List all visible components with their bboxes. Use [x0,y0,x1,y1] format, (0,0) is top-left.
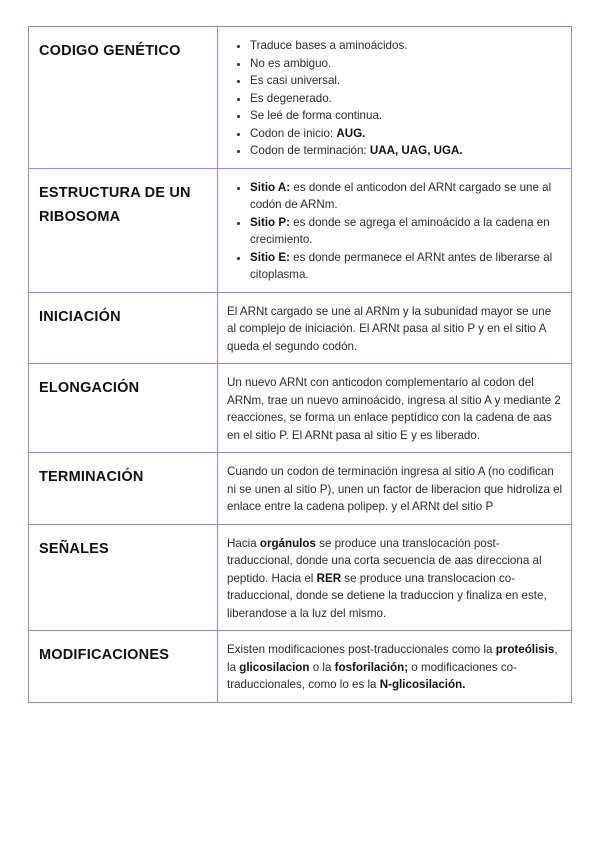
paragraph: El ARNt cargado se une al ARNm y la subunidad mayor se une al complejo de iniciación. El ARNt pasa al sitio P y en el sitio A queda el segundo codón. [227,304,552,353]
term-cell: TERMINACIÓN [29,453,218,525]
table-row [29,364,572,453]
list-item: • Es casi universal. [250,72,563,90]
list-item: • Es degenerado. [250,90,563,108]
item-bold: UAA, UAG, UGA. [369,144,463,157]
text-segment: o modificaciones co-traduccionales, como lo es la [227,660,517,691]
text-segment: se produce una translocacion co-traduccional, donde se detiene la traduccion y finaliza en este, liberandose a la luz del mismo. [227,571,547,620]
bold-segment: proteólisis [495,643,555,656]
term-cell: INICIACIÓN [29,292,218,364]
description-cell [218,292,572,364]
list-item [250,179,563,214]
paragraph [227,535,563,623]
list-item: • Se leé de forma continua. [250,107,563,125]
paragraph: Cuando un codon de terminación ingresa al sitio A (no codifican ni se unen al sitio P), unen un factor de liberacion que hidroliza el enlace entre la cadena polipep. y el ARNt del sitio P [227,465,563,513]
table-row [29,168,572,292]
list-item [250,249,563,284]
text-segment: Hacia [227,536,260,550]
table-row [29,524,572,631]
table-row [29,453,572,525]
text-segment: o la [309,660,335,674]
text-segment: Existen modificaciones post-traduccionales como la [227,643,496,656]
item-text: Codon de terminación: [250,144,370,157]
term-cell: ELONGACIÓN [29,364,218,453]
description-cell [218,453,572,525]
list-item [250,125,563,143]
term-cell: CODIGO GENÉTICO [29,27,218,169]
description-cell [218,168,572,292]
bold-segment: fosforilación; [334,660,409,674]
description-cell [218,27,572,169]
bold-segment: orgánulos [259,536,316,550]
item-text: es donde el anticodon del ARNt cargado se une al codón de ARNm. [250,180,552,211]
text-segment: se produce una translocación post-traduccional, donde una corta secuencia de aas direcciona al peptido. Hacia el [227,536,542,585]
text-segment: , la [227,643,558,674]
bold-segment: glicosilacion [239,660,310,674]
item-text: es donde se agrega el aminoácido a la cadena en crecimiento. [250,215,550,246]
notes-table [28,26,572,703]
paragraph: Un nuevo ARNt con anticodon complementario al codon del ARNm, trae un nuevo aminoácido, ingresa al sitio A y mediante 2 reacciones, se forma un enlace peptídico con la cadena de aas en el sitio P. El ARNt pasa al sitio E y es liberado. [227,376,561,442]
table-row [29,292,572,364]
term-cell: ESTRUCTURA DE UN RIBOSOMA [29,168,218,292]
term-cell: SEÑALES [29,524,218,631]
description-cell [218,631,572,703]
bullet-list [227,37,563,160]
paragraph [227,641,563,694]
bold-segment: RER [316,571,342,585]
list-item: • No es ambiguo. [250,55,563,73]
table-row [29,631,572,703]
item-bold: AUG. [336,126,366,140]
term-cell: MODIFICACIONES [29,631,218,703]
description-cell [218,524,572,631]
description-cell [218,364,572,453]
bold-segment: N-glicosilación. [379,678,466,691]
table-row [29,27,572,169]
bullet-list [227,179,563,284]
list-item [250,214,563,249]
item-text: Codon de inicio: [250,126,337,140]
list-item [250,142,563,160]
item-bold: Sitio P: [250,215,290,229]
list-item: • Traduce bases a aminoácidos. [250,37,563,55]
item-text: es donde permanece el ARNt antes de liberarse al citoplasma. [250,250,553,281]
item-bold: Sitio A: [250,180,291,194]
item-bold: Sitio E: [250,250,290,264]
